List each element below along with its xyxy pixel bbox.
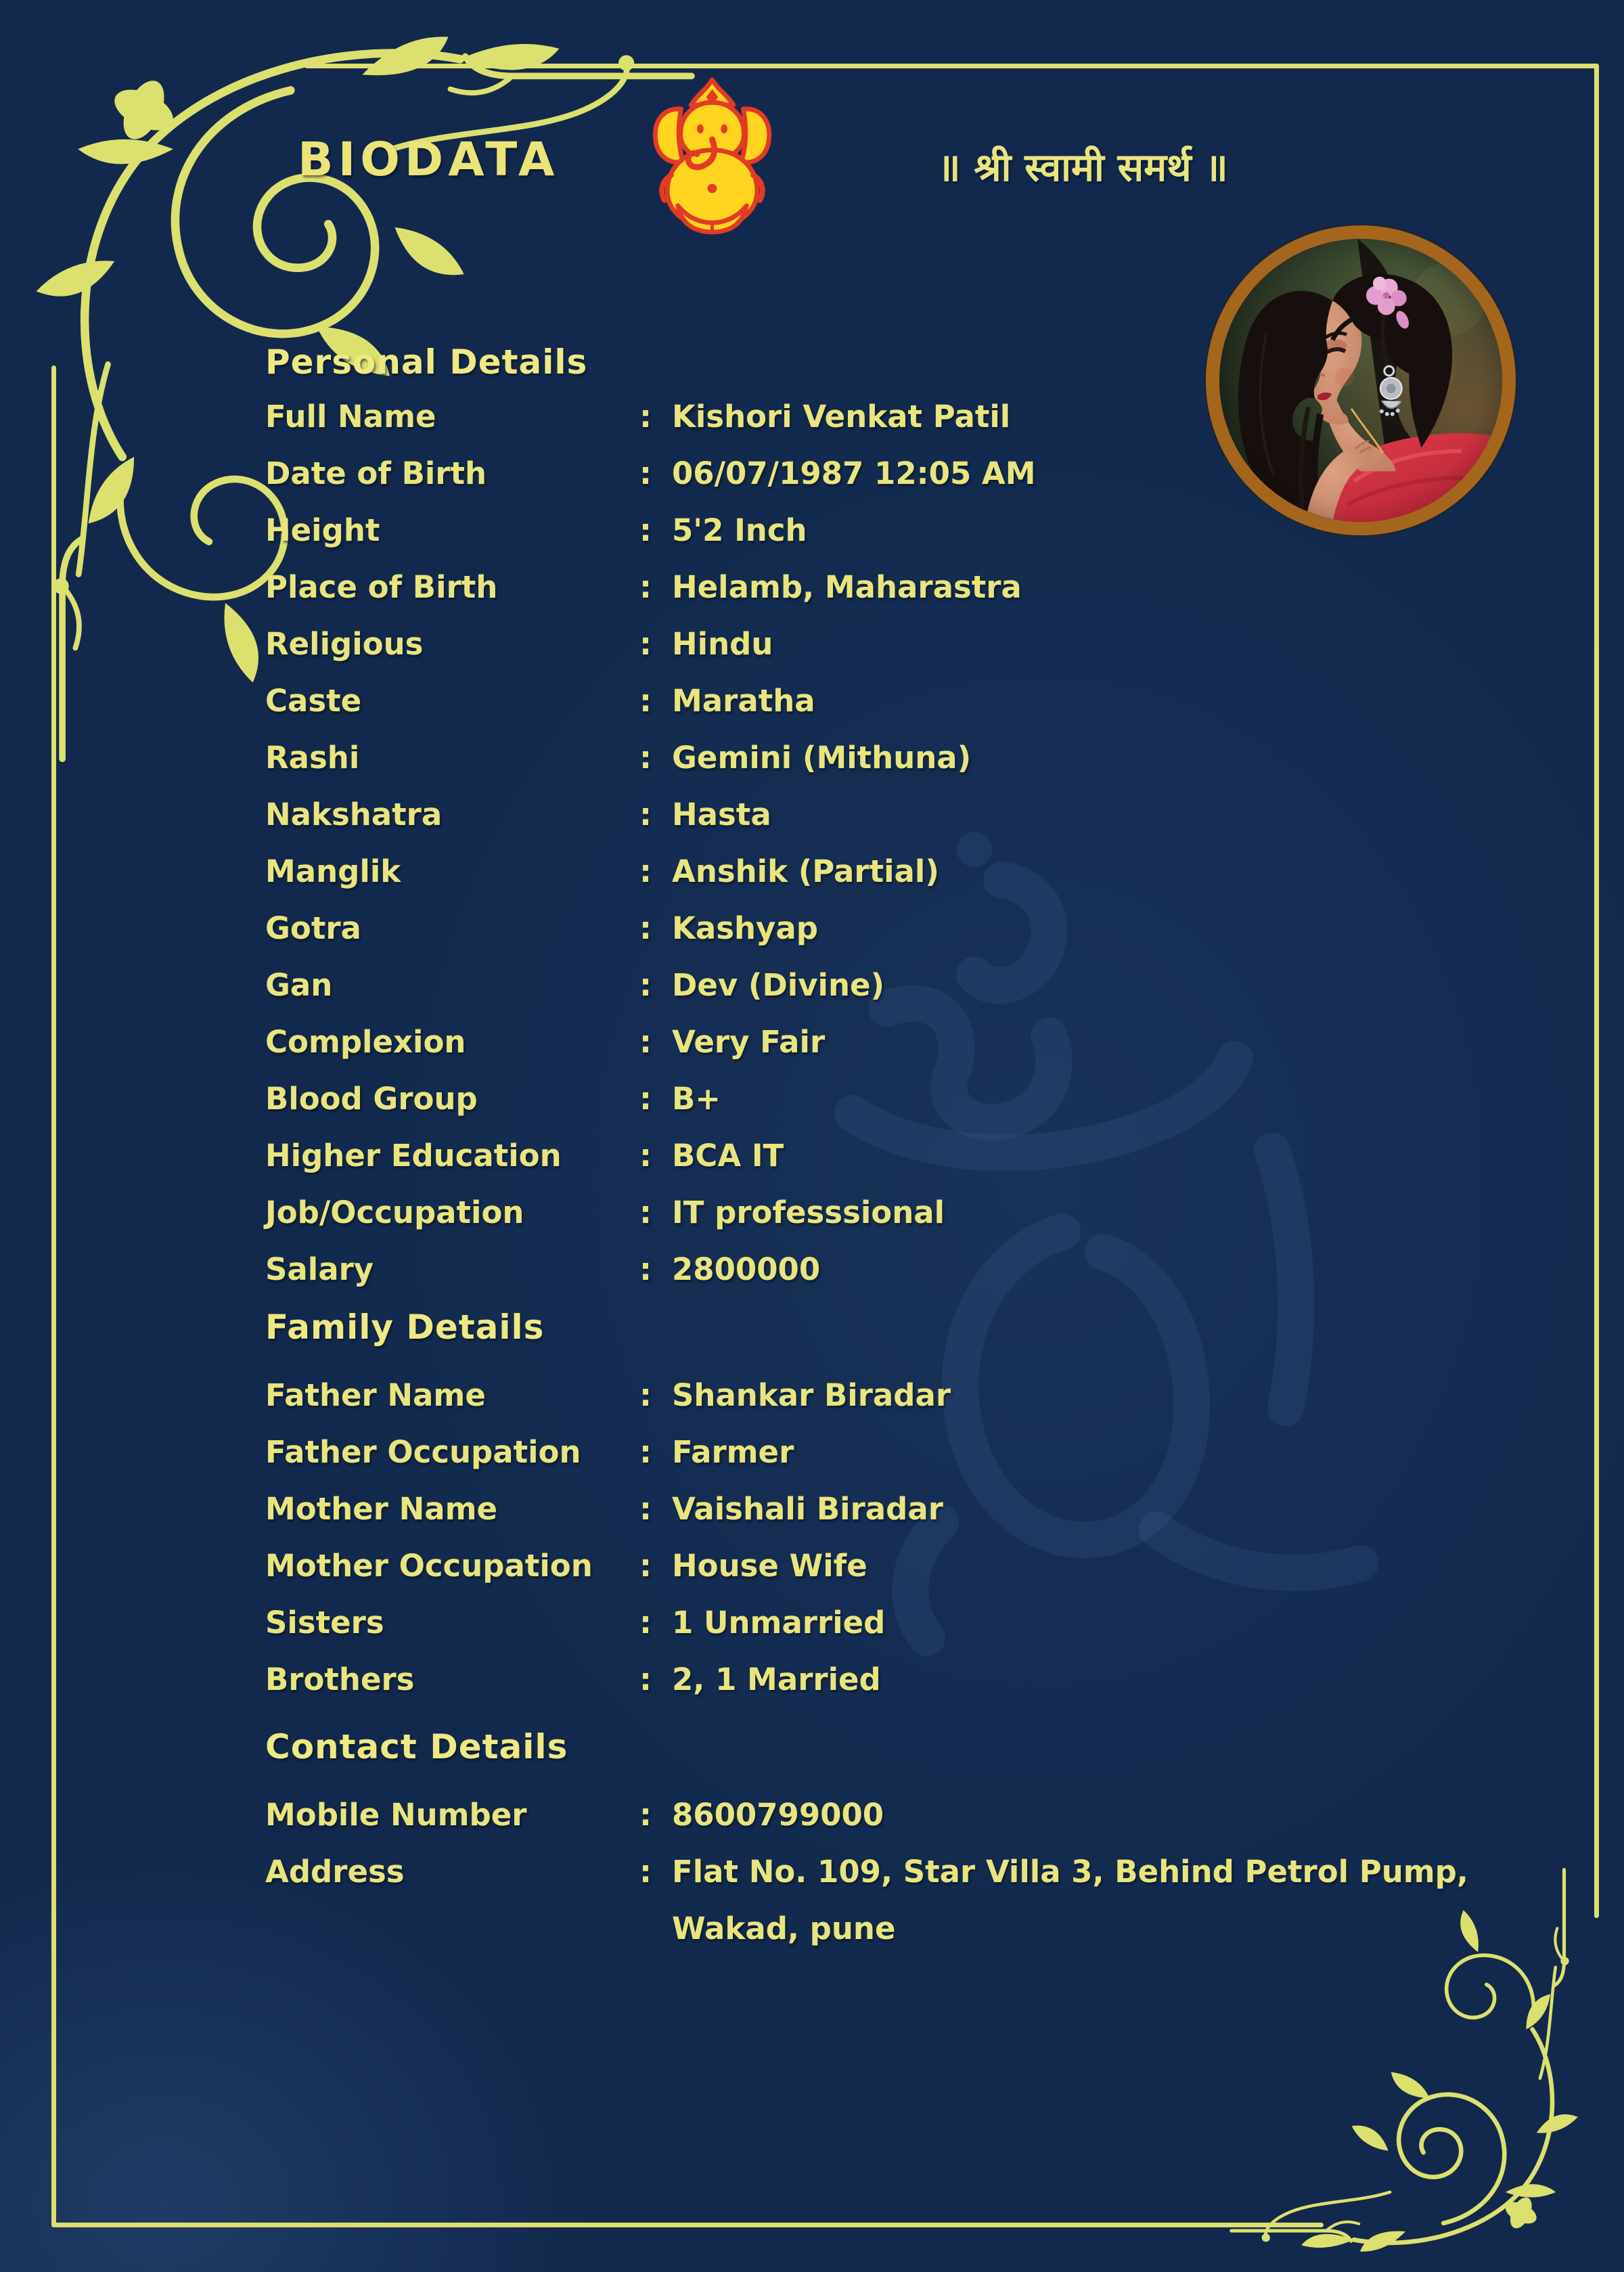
field-label: Height [265,512,380,548]
detail-row [265,1787,1585,1844]
field-label: Manglik [265,853,401,889]
colon-separator: : [639,455,652,491]
detail-row [265,502,1585,559]
detail-row [265,843,1585,900]
detail-row [265,1844,1585,1957]
field-label: Rashi [265,740,360,776]
field-value [672,1844,1585,1957]
field-label: Caste [265,683,362,719]
frame-border-right [1594,64,1599,1918]
colon-separator: : [639,1081,652,1117]
detail-row [265,1367,1585,1424]
detail-row [265,1595,1585,1651]
detail-row [265,559,1585,616]
section-personal-details [265,342,1585,382]
section-heading: Family Details [265,1308,545,1347]
detail-row [265,1071,1585,1128]
frame-border-bottom [51,2223,1324,2227]
field-value: Vaishali Biradar [672,1491,943,1527]
field-value: 8600799000 [672,1797,884,1833]
field-value: Helamb, Maharastra [672,569,1022,605]
field-value: 2800000 [672,1251,821,1287]
field-label: Job/Occupation [265,1195,524,1230]
field-label: Religious [265,626,424,662]
colon-separator: : [639,1434,652,1470]
colon-separator: : [639,683,652,719]
detail-row [265,445,1585,502]
field-label: Gan [265,967,333,1003]
colon-separator: : [639,1491,652,1527]
field-label: Complexion [265,1024,466,1060]
colon-separator: : [639,910,652,946]
detail-row [265,1424,1585,1481]
field-label: Nakshatra [265,797,443,832]
address-line-1: Flat No. 109, Star Villa 3, Behind Petrol Pump, [672,1854,1468,1890]
field-value: House Wife [672,1548,867,1584]
colon-separator: : [639,1797,652,1833]
section-family-details [265,1308,1585,1347]
detail-row [265,786,1585,843]
colon-separator: : [639,1138,652,1174]
address-line-2: Wakad, pune [672,1911,896,1946]
field-label: Address [265,1854,405,1890]
colon-separator: : [639,1605,652,1641]
field-label: Place of Birth [265,569,498,605]
field-value: Kashyap [672,910,818,946]
section-heading: Personal Details [265,342,588,382]
field-label: Father Occupation [265,1434,581,1470]
field-value: Kishori Venkat Patil [672,399,1011,435]
field-value: Maratha [672,683,815,719]
colon-separator: : [639,626,652,662]
colon-separator: : [639,797,652,832]
colon-separator: : [639,1854,652,1890]
colon-separator: : [639,569,652,605]
detail-row [265,673,1585,730]
field-value: Gemini (Mithuna) [672,740,972,776]
field-label: Blood Group [265,1081,478,1117]
page-title: BIODATA [298,133,560,187]
field-value: 1 Unmarried [672,1605,886,1641]
field-label: Brothers [265,1662,415,1697]
field-value: 06/07/1987 12:05 AM [672,455,1036,491]
field-label: Higher Education [265,1138,562,1174]
colon-separator: : [639,512,652,548]
detail-row [265,616,1585,673]
colon-separator: : [639,1024,652,1060]
colon-separator: : [639,1662,652,1697]
detail-row [265,1538,1585,1595]
colon-separator: : [639,740,652,776]
detail-row [265,1014,1585,1071]
detail-row [265,1184,1585,1241]
detail-row [265,1128,1585,1184]
detail-row [265,1241,1585,1298]
family-details-rows [265,1367,1585,1708]
section-heading: Contact Details [265,1727,568,1766]
contact-details-rows [265,1787,1585,1957]
detail-row [265,957,1585,1014]
field-label: Father Name [265,1377,486,1413]
mantra-text: ॥ श्री स्वामी समर्थ ॥ [937,146,1228,190]
field-label: Date of Birth [265,455,487,491]
colon-separator: : [639,399,652,435]
field-value: Very Fair [672,1024,826,1060]
colon-separator: : [639,853,652,889]
field-value: Farmer [672,1434,794,1470]
field-value: BCA IT [672,1138,784,1174]
colon-separator: : [639,1251,652,1287]
field-value: Hasta [672,797,771,832]
detail-row [265,1481,1585,1538]
personal-details-rows [265,388,1585,1298]
section-contact-details [265,1727,1585,1766]
field-value: 2, 1 Married [672,1662,881,1697]
field-value: Anshik (Partial) [672,853,939,889]
field-label: Gotra [265,910,361,946]
field-label: Mobile Number [265,1797,527,1833]
field-label: Mother Name [265,1491,498,1527]
field-value: B+ [672,1081,721,1117]
field-value: Dev (Divine) [672,967,885,1003]
ganesha-icon [639,76,785,235]
field-value: Hindu [672,626,773,662]
detail-row [265,388,1585,445]
field-value: IT professsional [672,1195,945,1230]
colon-separator: : [639,1195,652,1230]
colon-separator: : [639,967,652,1003]
field-value: Shankar Biradar [672,1377,951,1413]
field-label: Mother Occupation [265,1548,593,1584]
field-label: Full Name [265,399,436,435]
colon-separator: : [639,1377,652,1413]
field-value: 5'2 Inch [672,512,807,548]
detail-row [265,730,1585,786]
field-label: Sisters [265,1605,384,1641]
colon-separator: : [639,1548,652,1584]
field-label: Salary [265,1251,374,1287]
detail-row [265,1651,1585,1708]
detail-row [265,900,1585,957]
